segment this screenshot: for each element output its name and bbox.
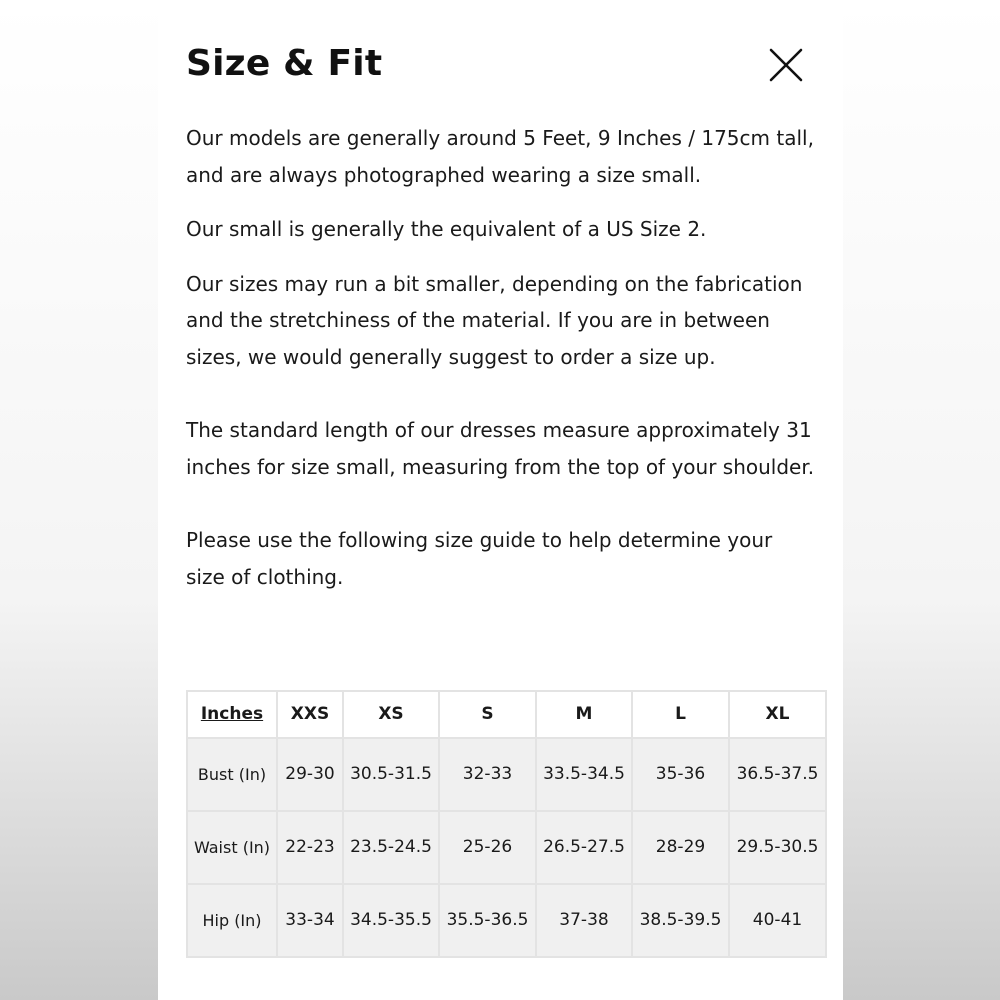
table-cell: 33-34 bbox=[277, 884, 343, 957]
modal-description bbox=[186, 120, 816, 595]
table-header-row bbox=[187, 691, 826, 738]
dress-length-paragraph: The standard length of our dresses measure approximately 31 inches for size small, measuring from the top of your shoulder. bbox=[186, 418, 815, 479]
table-cell: 28-29 bbox=[632, 811, 729, 884]
table-cell: 22-23 bbox=[277, 811, 343, 884]
size-header-xl: XL bbox=[729, 691, 826, 738]
size-header-xxs: XXS bbox=[277, 691, 343, 738]
table-row-waist bbox=[187, 811, 826, 884]
table-cell: 35.5-36.5 bbox=[439, 884, 536, 957]
table-cell: 35-36 bbox=[632, 738, 729, 811]
table-cell: 36.5-37.5 bbox=[729, 738, 826, 811]
table-cell: 32-33 bbox=[439, 738, 536, 811]
table-cell: 33.5-34.5 bbox=[536, 738, 632, 811]
size-header-m: M bbox=[536, 691, 632, 738]
table-cell: 29-30 bbox=[277, 738, 343, 811]
table-row-bust bbox=[187, 738, 826, 811]
size-header-l: L bbox=[632, 691, 729, 738]
model-height-paragraph: Our models are generally around 5 Feet, 9 Inches / 175cm tall, and are always photographed wearing a size small. bbox=[186, 126, 814, 187]
sizing-advice-paragraph: Our sizes may run a bit smaller, depending on the fabrication and the stretchiness of the material. If you are in between sizes, we would generally suggest to order a size up. bbox=[186, 271, 803, 369]
backdrop-right bbox=[843, 0, 1000, 1000]
size-guide-table bbox=[186, 690, 827, 958]
table-cell: 29.5-30.5 bbox=[729, 811, 826, 884]
row-label-hip: Hip (In) bbox=[187, 884, 277, 957]
table-cell: 37-38 bbox=[536, 884, 632, 957]
table-cell: 26.5-27.5 bbox=[536, 811, 632, 884]
size-header-xs: XS bbox=[343, 691, 439, 738]
table-row-hip bbox=[187, 884, 826, 957]
row-label-waist: Waist (In) bbox=[187, 811, 277, 884]
size-header-s: S bbox=[439, 691, 536, 738]
close-button[interactable] bbox=[766, 45, 806, 85]
table-cell: 30.5-31.5 bbox=[343, 738, 439, 811]
size-guide-intro-paragraph: Please use the following size guide to help determine your size of clothing. bbox=[186, 528, 773, 589]
row-label-bust: Bust (In) bbox=[187, 738, 277, 811]
table-cell: 25-26 bbox=[439, 811, 536, 884]
small-equivalent-paragraph: Our small is generally the equivalent of a US Size 2. bbox=[186, 217, 707, 241]
table-cell: 23.5-24.5 bbox=[343, 811, 439, 884]
table-cell: 40-41 bbox=[729, 884, 826, 957]
table-cell: 38.5-39.5 bbox=[632, 884, 729, 957]
backdrop-left bbox=[0, 0, 158, 1000]
modal-title: Size & Fit bbox=[186, 43, 383, 84]
size-fit-modal bbox=[158, 0, 843, 1000]
close-icon bbox=[766, 45, 806, 85]
table-cell: 34.5-35.5 bbox=[343, 884, 439, 957]
unit-header: Inches bbox=[187, 691, 277, 738]
